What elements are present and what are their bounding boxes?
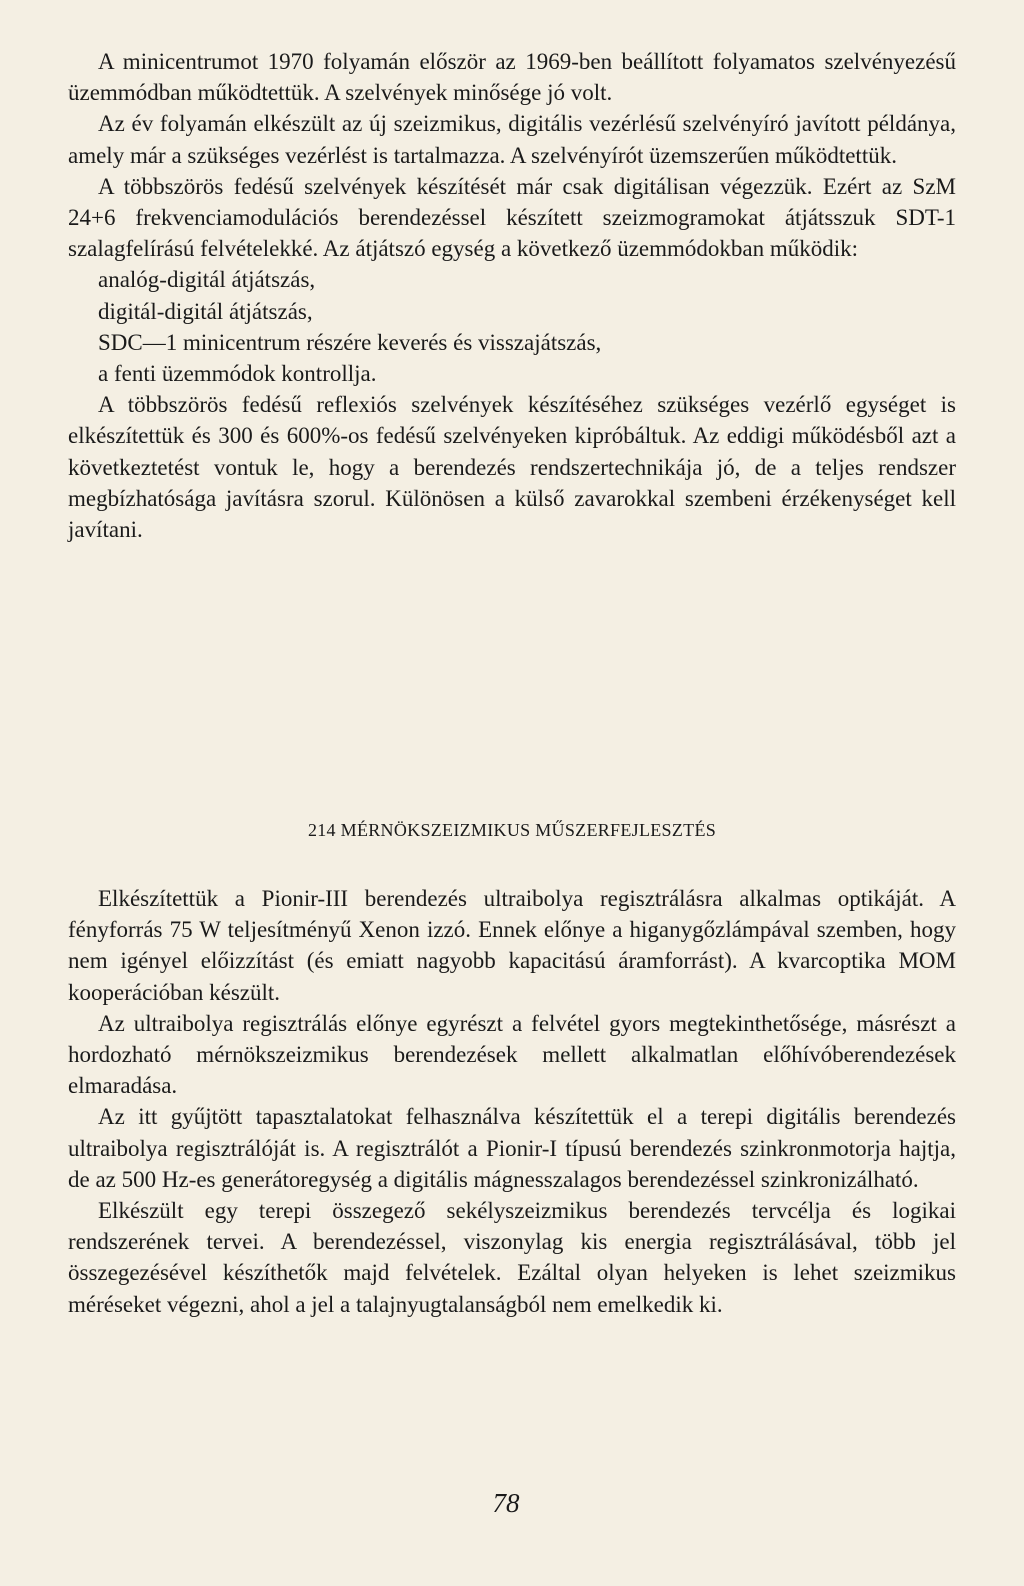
paragraph-minicentrum: A minicentrumot 1970 folyamán először az 1969-ben beállított folyamatos szelvényezésű üzemmódban működtettük. A szelvények minősége jó volt. <box>68 49 956 106</box>
section-heading: 214 MÉRNÖKSZEIZMIKUS MŰSZERFEJLESZTÉS <box>307 820 717 840</box>
page-number: 78 <box>492 1488 520 1518</box>
list-item: analóg-digitál átjátszás, <box>98 267 316 293</box>
paragraph-tobbszoros-fedes: A többszörös fedésű szelvények készítését már csak digitálisan végezzük. Ezért az SzM 24+6 frekvenciamodulációs berendezéssel készített szeizmogramokat átjátsszuk SDT-1 szalagfelírású felvételekké. Az átjátszó egység a következő üzemmódokban működik: <box>68 173 956 262</box>
list-item: digitál-digitál átjátszás, <box>98 298 313 324</box>
section-1 <box>68 46 956 545</box>
paragraph-szelvenyiro: Az év folyamán elkészült az új szeizmikus, digitális vezérlésű szelvényíró javított példánya, amely már a szükséges vezérlést is tartalmazza. A szelvényírót üzemszerűen működtettük. <box>68 111 956 168</box>
paragraph-vezerlo-egyseg: A többszörös fedésű reflexiós szelvények készítéséhez szükséges vezérlő egységet is elkészítettük és 300 és 600%-os fedésű szelvényeken kipróbáltuk. Az eddigi működésből azt a következtetést vontuk le, hogy a berendezés rendszertechnikája jó, de a teljes rendszer megbízhatósága javításra szorul. Különösen a külső zavarokkal szembeni érzékenységet kell javítani. <box>68 392 956 543</box>
list-item: a fenti üzemmódok kontrollja. <box>98 361 377 387</box>
paragraph-terepi-regisztralo: Az itt gyűjtött tapasztalatokat felhasználva készítettük el a terepi digitális berendezés ultraibolya regisztrálóját is. A regisztrálót a Pionir-I típusú berendezés szinkronmotorja hajtja, de az 500 Hz-es generátoregység a digitális mágnesszalagos berendezéssel szinkronizálható. <box>68 1104 956 1192</box>
modes-list <box>68 264 956 389</box>
paragraph-osszegezo-berendezes: Elkészült egy terepi összegező sekélyszeizmikus berendezés tervcélja és logikai rendszerének tervei. A berendezéssel, viszonylag kis energia regisztrálásával, több jel összegezésével készíthetők majd felvételek. Ezáltal olyan helyeken is lehet szeizmikus méréseket végezni, ahol a jel a talajnyugtalanságból nem emelkedik ki. <box>68 1198 956 1317</box>
paragraph-ultraibolya-elony: Az ultraibolya regisztrálás előnye egyrészt a felvétel gyors megtekinthetősége, másrészt a hordozható mérnökszeizmikus berendezések mellett alkalmatlan előhívóberendezések elmaradása. <box>68 1010 956 1099</box>
section-2 <box>68 883 956 1320</box>
list-item: SDC—1 minicentrum részére keverés és visszajátszás, <box>98 329 602 355</box>
paragraph-pionir-iii: Elkészítettük a Pionir-III berendezés ultraibolya regisztrálásra alkalmas optikáját. A fényforrás 75 W teljesítményű Xenon izzó. Ennek előnye a higanygőzlámpával szemben, hogy nem igényel előizzítást (és emiatt nagyobb kapacitású áramforrást). A kvarcoptika MOM kooperációban készült. <box>68 886 956 1005</box>
